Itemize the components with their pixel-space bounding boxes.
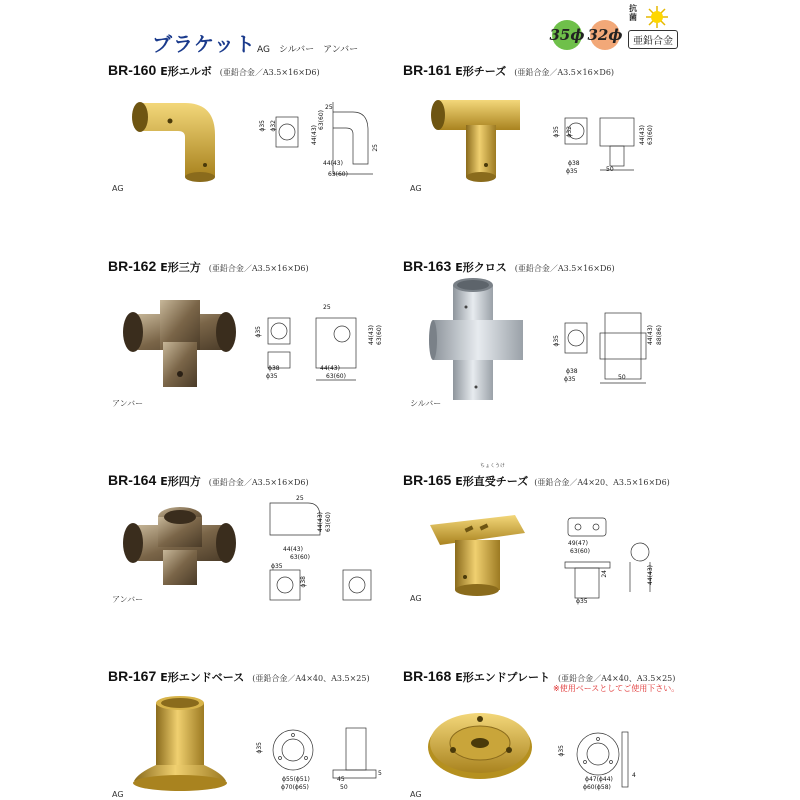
product-spec: (亜鉛合金／A4×20、A3.5×16×D6) <box>534 478 670 487</box>
product-photo-br161 <box>428 95 528 185</box>
page-title: ブラケット <box>152 32 256 56</box>
product-code: BR-168 <box>403 668 452 684</box>
product-name: E形直受チーズ <box>455 475 529 488</box>
product-spec: (亜鉛合金／A4×40、A3.5×25) <box>252 674 370 683</box>
product-spec: (亜鉛合金／A3.5×16×D6) <box>514 264 615 273</box>
finish-label: AG <box>410 184 422 193</box>
dim-label: ϕ32 <box>566 126 573 138</box>
dim-label: 50 <box>618 374 626 381</box>
dim-label: 63(60) <box>570 548 590 555</box>
product-code: BR-165 <box>403 472 452 488</box>
dim-label: 63(60) <box>318 110 325 130</box>
dim-label: ϕ35 <box>553 126 560 138</box>
product-name: E形四方 <box>160 475 201 488</box>
dim-label: 25 <box>323 304 331 311</box>
dim-label: 25 <box>296 495 304 502</box>
technical-drawing-br167 <box>258 720 388 800</box>
dim-label: ϕ38 <box>566 368 578 375</box>
finish-options: AG シルバー アンバー <box>257 45 359 55</box>
product-spec: (亜鉛合金／A3.5×16×D6) <box>208 264 309 273</box>
dim-label: ϕ35 <box>255 326 262 338</box>
product-photo-br164 <box>118 495 243 595</box>
product-name: E形エルボ <box>160 65 212 78</box>
dim-label: ϕ38 <box>300 576 307 588</box>
product-photo-br165 <box>425 505 530 600</box>
dim-label: 44(43) <box>317 512 324 532</box>
dim-label: ϕ32 <box>270 120 277 132</box>
dim-label: ϕ35 <box>564 376 576 383</box>
dim-label: ϕ35 <box>553 335 560 347</box>
dim-label: ϕ35 <box>259 120 266 132</box>
dim-label: ϕ38 <box>568 160 580 167</box>
size-35-badge: 35ϕ <box>552 20 582 50</box>
dim-label: 44(43) <box>323 160 343 167</box>
dim-label: 44(43) <box>647 565 654 585</box>
dim-label: 44(43) <box>639 125 646 145</box>
product-heading-br163 <box>403 256 615 275</box>
dim-label: ϕ35 <box>256 742 263 754</box>
dim-label: 63(60) <box>328 171 348 178</box>
product-heading-br164 <box>108 470 309 489</box>
sun-icon <box>646 6 668 28</box>
dim-label: 49(47) <box>568 540 588 547</box>
product-code: BR-167 <box>108 668 157 684</box>
finish-label: アンバー <box>112 595 144 604</box>
dim-label: ϕ70(ϕ65) <box>281 784 309 791</box>
product-heading-br161 <box>403 60 614 79</box>
product-spec: (亜鉛合金／A3.5×16×D6) <box>219 68 320 77</box>
alloy-badge: 亜鉛合金 <box>628 30 678 49</box>
product-photo-br168 <box>425 705 535 785</box>
dim-label: 63(60) <box>376 325 383 345</box>
dim-label: 88(86) <box>656 325 663 345</box>
dim-label: ϕ35 <box>566 168 578 175</box>
dim-label: 24 <box>601 570 608 578</box>
dim-label: 63(60) <box>647 125 654 145</box>
product-code: BR-162 <box>108 258 157 274</box>
finish-label: AG <box>112 790 124 799</box>
dim-label: 63(60) <box>290 554 310 561</box>
finish-label: AG <box>410 790 422 799</box>
dim-label: 25 <box>372 144 379 152</box>
product-name-ruby: ちょくうけ <box>480 463 506 469</box>
product-photo-br160 <box>130 95 230 185</box>
product-name: E形エンドベース <box>160 671 245 684</box>
finish-label: アンバー <box>112 399 144 408</box>
dim-label: ϕ55(ϕ51) <box>282 776 310 783</box>
dim-label: ϕ35 <box>271 563 283 570</box>
usage-note: ※使用ベースとしてご使用下さい。 <box>553 684 680 693</box>
dim-label: 4 <box>632 772 636 779</box>
size-32-badge: 32ϕ <box>590 20 620 50</box>
dim-label: ϕ35 <box>558 745 565 757</box>
dim-label: 50 <box>606 166 614 173</box>
dim-label: ϕ60(ϕ58) <box>583 784 611 791</box>
dim-label: 63(60) <box>326 373 346 380</box>
product-heading-br162 <box>108 256 309 275</box>
product-name: E形エンドプレート <box>455 671 550 684</box>
product-code: BR-161 <box>403 62 452 78</box>
dim-label: 50 <box>340 784 348 791</box>
finish-label: AG <box>410 594 422 603</box>
dim-label: 45 <box>337 776 345 783</box>
dim-label: 44(43) <box>311 125 318 145</box>
finish-label: シルバー <box>410 399 442 408</box>
dim-label: ϕ47(ϕ44) <box>585 776 613 783</box>
technical-drawing-br160 <box>258 92 388 182</box>
product-code: BR-160 <box>108 62 157 78</box>
dim-label: 63(60) <box>325 512 332 532</box>
product-heading-br160 <box>108 60 320 79</box>
antibacterial-label: 抗菌 <box>629 4 637 22</box>
dim-label: 44(43) <box>368 325 375 345</box>
product-name: E形チーズ <box>455 65 507 78</box>
product-photo-br162 <box>118 292 243 397</box>
dim-label: ϕ38 <box>268 365 280 372</box>
product-heading-br165 <box>403 470 670 489</box>
dim-label: 44(43) <box>320 365 340 372</box>
product-photo-br163 <box>428 275 533 405</box>
technical-drawing-br168 <box>560 722 670 800</box>
dim-label: ϕ35 <box>576 598 588 605</box>
dim-label: 5 <box>378 770 382 777</box>
technical-drawing-br165 <box>560 510 680 610</box>
product-heading-br167 <box>108 666 370 685</box>
finish-label: AG <box>112 184 124 193</box>
dim-label: 44(43) <box>283 546 303 553</box>
product-photo-br167 <box>128 695 243 795</box>
product-spec: (亜鉛合金／A3.5×16×D6) <box>208 478 309 487</box>
dim-label: 44(43) <box>647 325 654 345</box>
product-name: E形三方 <box>160 261 201 274</box>
product-spec: (亜鉛合金／A3.5×16×D6) <box>514 68 615 77</box>
product-code: BR-163 <box>403 258 452 274</box>
product-code: BR-164 <box>108 472 157 488</box>
dim-label: 25 <box>325 104 333 111</box>
product-name: E形クロス <box>455 261 507 274</box>
product-spec: (亜鉛合金／A4×40、A3.5×25) <box>558 674 676 683</box>
dim-label: ϕ35 <box>266 373 278 380</box>
